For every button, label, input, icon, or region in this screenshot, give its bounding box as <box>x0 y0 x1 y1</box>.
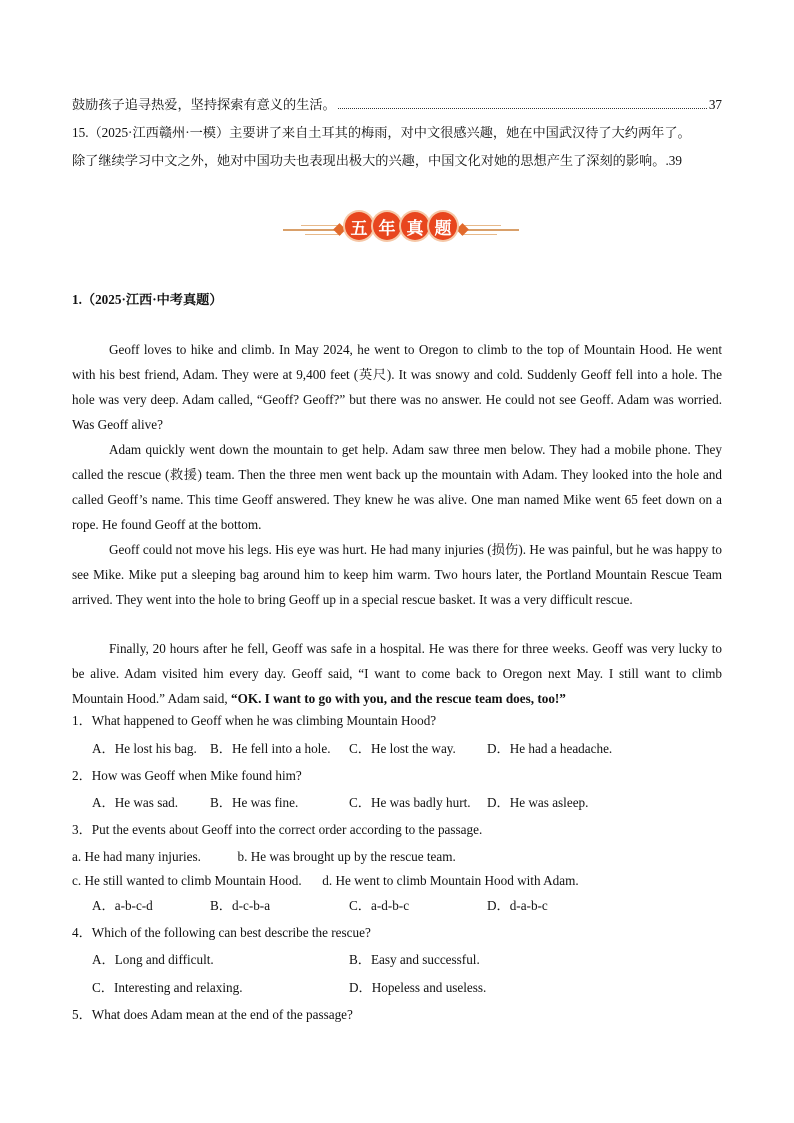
toc-entry-text[interactable]: 15.（2025·江西赣州·一模）主要讲了来自土耳其的梅雨，对中文很感兴趣，她在中国武汉待了大约两年了。 <box>72 125 691 140</box>
toc-page-number: 37 <box>708 97 722 112</box>
passage-paragraph: Adam quickly went down the mountain to get help. Adam saw three men below. They had a mobile phone. They called the rescue (救援) team. Then the three men went back up the mountain with Adam. They looked into the hole and called Geoff’s name. This time Geoff answered. They knew he was alive. One man named Mike went 65 feet down on a rope. He found Geoff at the bottom. <box>72 442 722 532</box>
banner-char: 年 <box>373 212 401 240</box>
option-c[interactable]: C．Interesting and relaxing. <box>92 980 243 995</box>
banner-decoration <box>461 225 501 226</box>
passage-bold-quote: “OK. I want to go with you, and the rescue team does, too!” <box>230 691 566 706</box>
toc-entry-text: 鼓励孩子追寻热爱，坚持探索有意义的生活。 <box>72 97 336 112</box>
question-item: 2．How was Geoff when Mike found him? <box>72 768 302 783</box>
question-title: 1.（2025·江西·中考真题） <box>72 292 223 307</box>
event-c: c. He still wanted to climb Mountain Hood. <box>72 873 302 888</box>
option-b[interactable]: B．He was fine. <box>210 795 299 810</box>
option-a[interactable]: A．He was sad. <box>92 795 179 810</box>
option-c[interactable]: C．a-d-b-c <box>349 898 410 913</box>
option-b[interactable]: B．Easy and successful. <box>349 952 480 967</box>
option-d[interactable]: D．d-a-b-c <box>487 898 548 913</box>
option-d[interactable]: D．He was asleep. <box>487 795 589 810</box>
banner-decoration <box>461 234 497 235</box>
option-b[interactable]: B．d-c-b-a <box>210 898 271 913</box>
banner-char: 真 <box>401 212 429 240</box>
option-d[interactable]: D．Hopeless and useless. <box>349 980 487 995</box>
toc-entry[interactable] <box>72 95 722 115</box>
toc-entry-text: 除了继续学习中文之外，她对中国功夫也表现出极大的兴趣，中国文化对她的思想产生了深刻的影响。 <box>72 153 666 168</box>
option-d[interactable]: D．He had a headache. <box>487 741 613 756</box>
banner-decoration <box>305 234 341 235</box>
event-item <box>72 847 456 867</box>
toc-page-number: .39 <box>665 153 682 168</box>
passage-paragraph <box>72 636 722 711</box>
question-item: 1．What happened to Geoff when he was climbing Mountain Hood? <box>72 713 437 728</box>
option-a[interactable]: A．Long and difficult. <box>92 952 214 967</box>
banner-title <box>345 212 457 246</box>
option-a[interactable]: A．a-b-c-d <box>92 898 153 913</box>
event-item <box>72 871 579 891</box>
event-b: b. He was brought up by the rescue team. <box>237 849 456 864</box>
option-a[interactable]: A．He lost his bag. <box>92 741 197 756</box>
toc-leader-dots <box>338 96 707 109</box>
banner-char: 题 <box>429 212 457 240</box>
question-item: 5．What does Adam mean at the end of the passage? <box>72 1007 353 1022</box>
toc-entry[interactable] <box>72 151 722 171</box>
passage-paragraph: Geoff could not move his legs. His eye was hurt. He had many injuries (损伤). He was painful, but he was happy to see Mike. Mike put a sleeping bag around him to keep him warm. Two hours later, the Portland Mountain Rescue Team arrived. They went into the hole to bring Geoff up in a special rescue basket. It was a very difficult rescue. <box>72 542 722 607</box>
passage-text: Finally, 20 hours after he fell, Geoff was safe in a hospital. He was there for three weeks. Geoff was very lucky to be alive. Adam visited him every day. Geoff said, “I want to come back to Oregon next May. I still want to climb Mountain Hood.” Adam said, <box>72 641 722 706</box>
event-a: a. He had many injuries. <box>72 849 201 864</box>
banner-char: 五 <box>345 212 373 240</box>
passage-paragraph: Geoff loves to hike and climb. In May 2024, he went to Oregon to climb to the top of Mountain Hood. He went with his best friend, Adam. They were at 9,400 feet (英尺). It was snowy and cold. Suddenly Geoff fell into a hole. The hole was very deep. Adam called, “Geoff? Geoff?” but there was no answer. He could not see Geoff. Adam was worried. Was Geoff alive? <box>72 342 722 432</box>
event-d: d. He went to climb Mountain Hood with Adam. <box>322 873 579 888</box>
section-banner <box>283 210 519 250</box>
question-item: 4．Which of the following can best describe the rescue? <box>72 925 371 940</box>
option-c[interactable]: C．He was badly hurt. <box>349 795 471 810</box>
option-b[interactable]: B．He fell into a hole. <box>210 741 331 756</box>
option-c[interactable]: C．He lost the way. <box>349 741 456 756</box>
question-item: 3．Put the events about Geoff into the correct order according to the passage. <box>72 822 483 837</box>
